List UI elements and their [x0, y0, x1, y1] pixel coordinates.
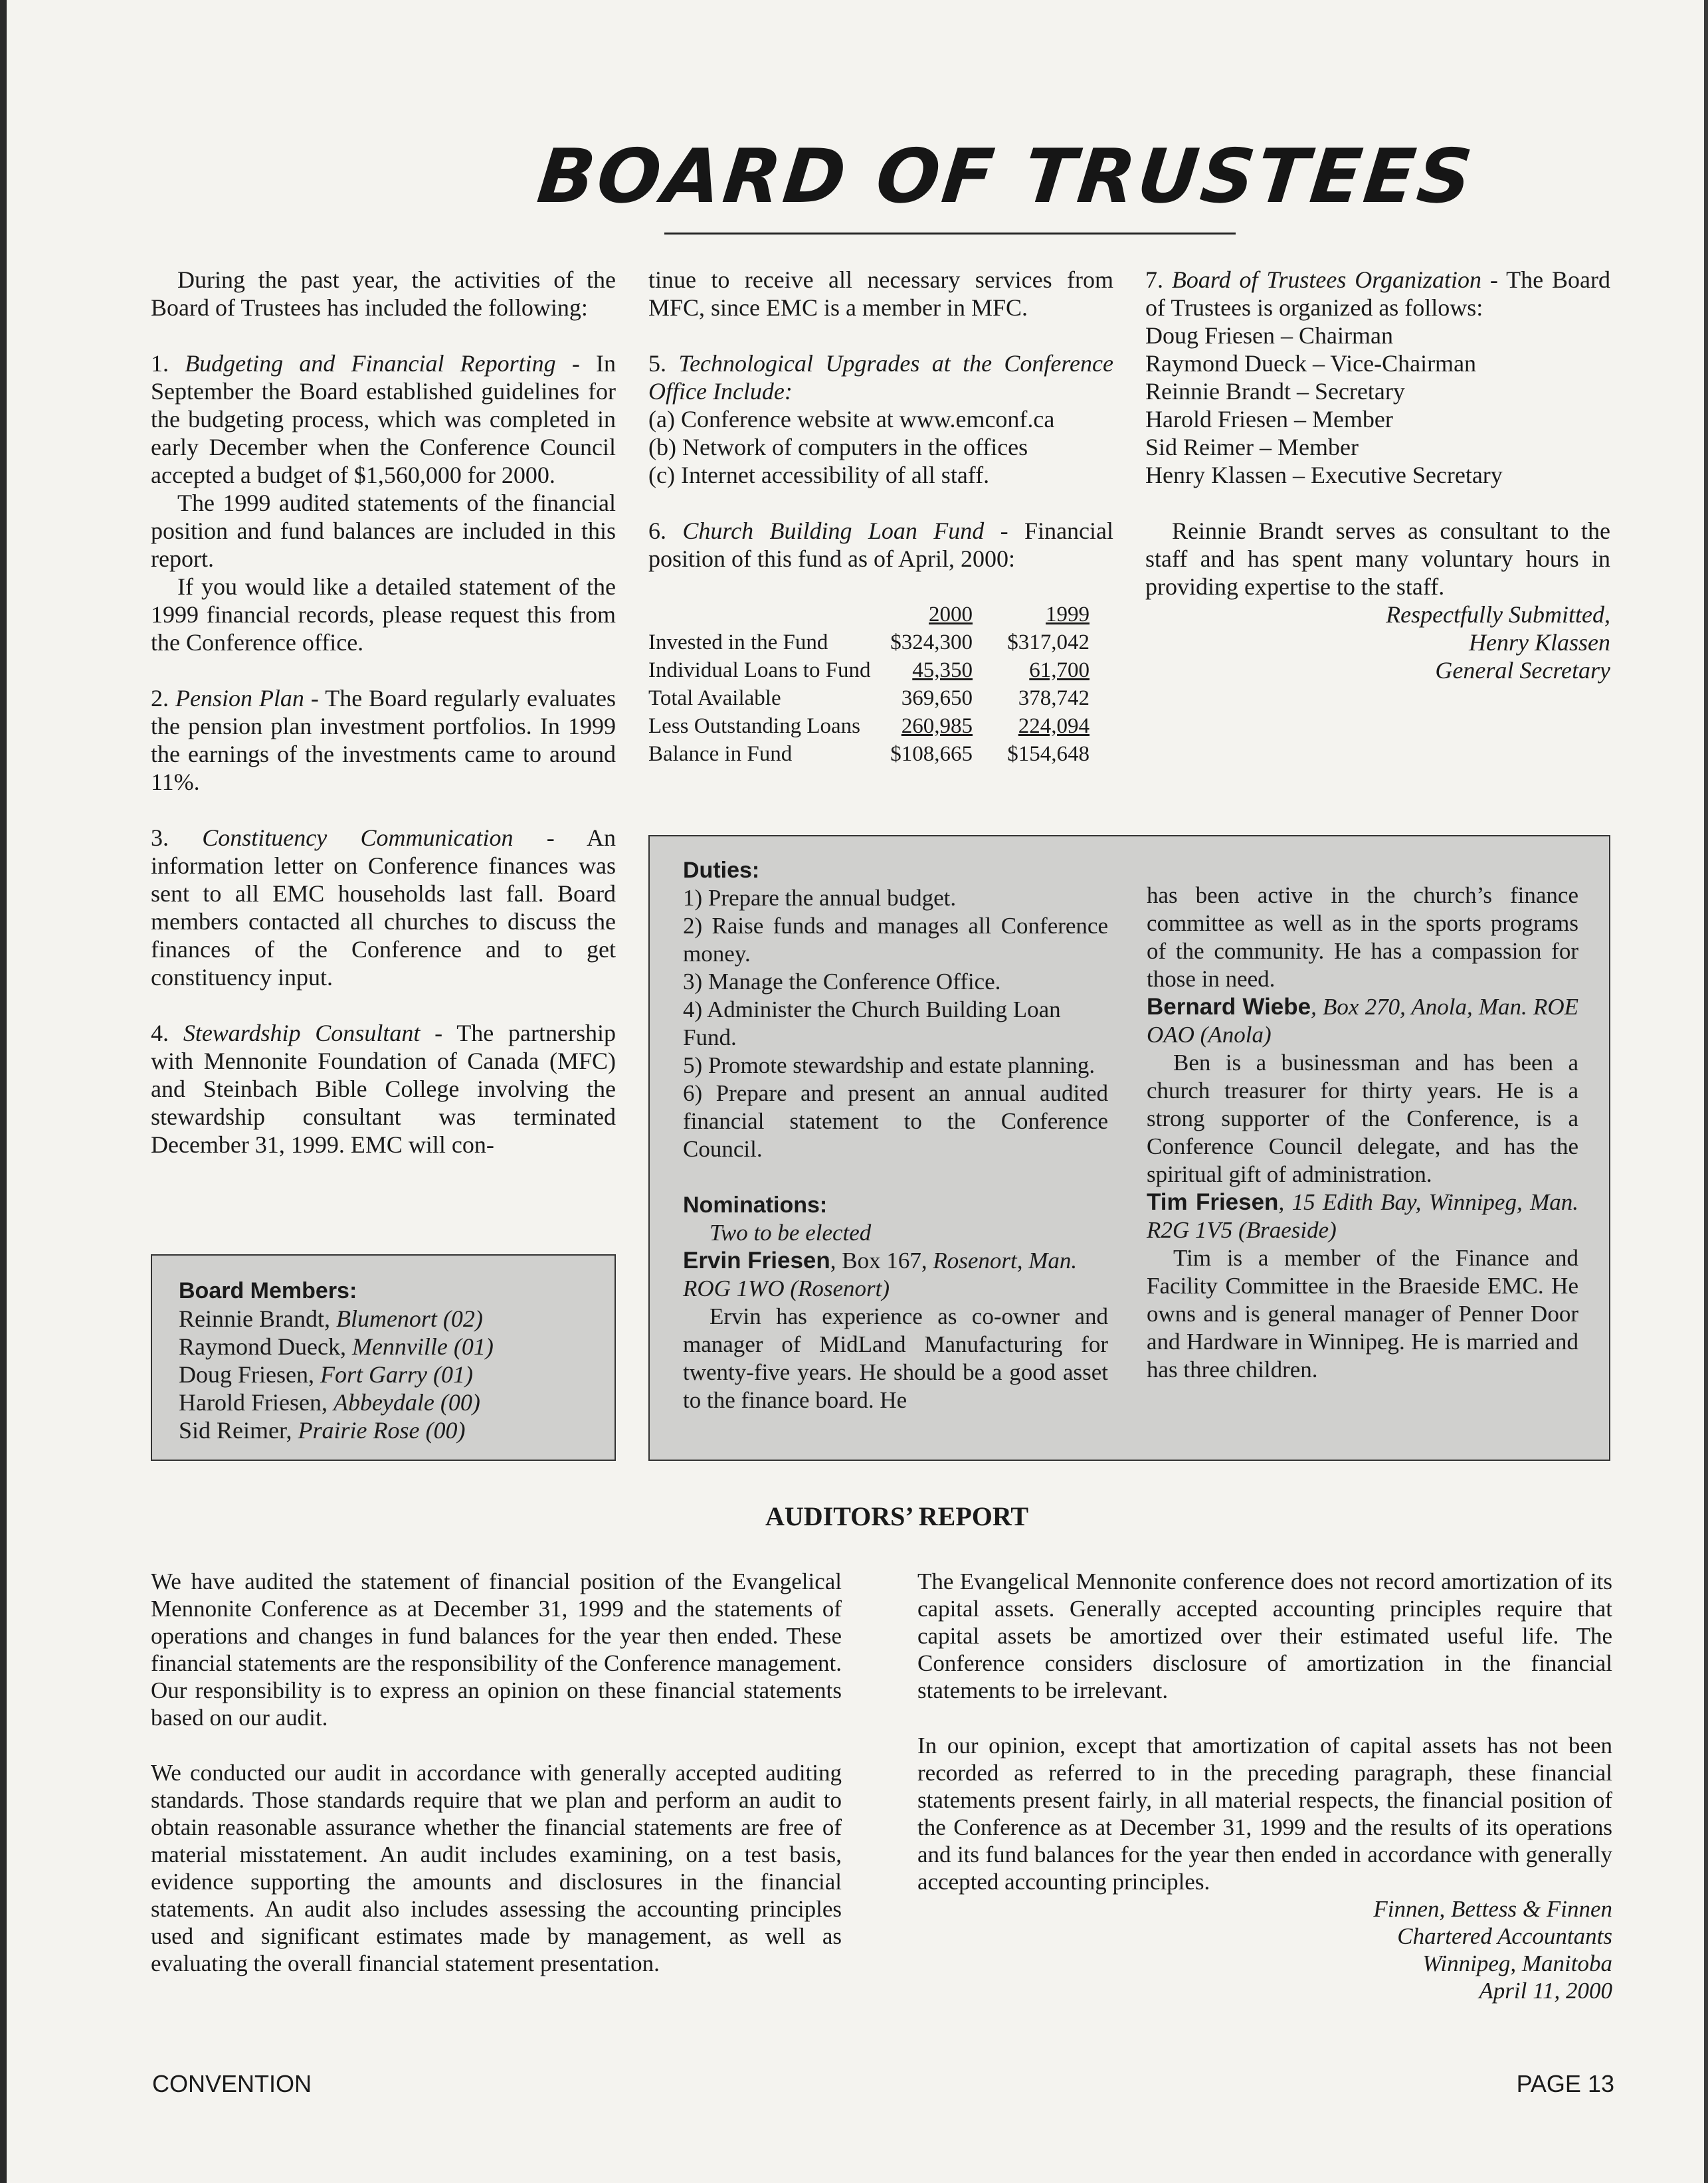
scan-edge-right: [1704, 0, 1708, 2183]
section-3-text: - An information letter on Conference finances was sent to all EMC households last fall. Board members contacted all churches to discuss the finances of the Conference and to get constituency input.: [151, 824, 616, 991]
cell-2000: $108,665: [890, 742, 973, 766]
table-row: [648, 712, 1090, 740]
org-item: Doug Friesen – Chairman: [1145, 322, 1393, 349]
nominee-name: Tim Friesen: [1147, 1189, 1279, 1215]
title-underline: [664, 233, 1236, 235]
table-header-row: [648, 601, 1090, 628]
section-3: [151, 824, 616, 991]
nominee-1-bio-continued: has been active in the church’s finance committee as well as in the sports programs of the community. He has a compassion for those in need.: [1147, 882, 1578, 992]
column-2: [648, 266, 1113, 573]
section-4-title: Stewardship Consultant: [183, 1020, 421, 1046]
nominations-subheading: Two to be elected: [710, 1220, 872, 1246]
org-item: Sid Reimer – Member: [1145, 434, 1359, 460]
section-4-text: - The partnership with Mennonite Foundation of Canada (MFC) and Steinbach Bible College involving the stewardship consultant was terminated December 31, 1999. EMC will con-: [151, 1020, 616, 1158]
cell-1999: $154,648: [1007, 742, 1090, 766]
row-label: Less Outstanding Loans: [648, 714, 860, 738]
nominee-address: Rosenort, Man. ROG 1WO (Rosenort): [683, 1248, 1078, 1301]
nominee-2-heading: [1147, 993, 1578, 1049]
duty-item: 6) Prepare and present an annual audited financial statement to the Conference Council.: [683, 1080, 1108, 1162]
cell-2000: 45,350: [912, 658, 973, 682]
section-1-text: - In September the Board established guidelines for the budgeting process, which was completed in early December when the Conference Council accepted a budget of $1,560,000 for 2000.: [151, 350, 616, 488]
nominee-1-bio: Ervin has experience as co-owner and manager of MidLand Manufacturing for twenty-five years. He should be a good asset to the finance board. He: [683, 1303, 1108, 1413]
section-6-number: 6.: [648, 518, 683, 544]
signature-line-1: Respectfully Submitted,: [1386, 601, 1610, 628]
member-item: [179, 1333, 615, 1361]
section-4-number: 4.: [151, 1020, 183, 1046]
member-name: Doug Friesen,: [179, 1361, 320, 1388]
cell-2000: 369,650: [901, 686, 973, 710]
section-1-number: 1.: [151, 350, 185, 377]
section-5-number: 5.: [648, 350, 679, 377]
section-5-title: Technological Upgrades at the Conference Office Include:: [648, 350, 1113, 405]
org-item: Raymond Dueck – Vice-Chairman: [1145, 350, 1477, 377]
member-item: [179, 1361, 615, 1388]
section-7-title: Board of Trustees Organization: [1171, 266, 1481, 293]
nominee-name: Bernard Wiebe: [1147, 994, 1311, 1020]
consultant-paragraph: Reinnie Brandt serves as consultant to the staff and has spent many voluntary hours in providing expertise to the staff.: [1145, 518, 1610, 600]
section-7: [1145, 266, 1610, 322]
section-6-text: - Financial position of this fund as of April, 2000:: [648, 518, 1114, 572]
cell-1999: $317,042: [1007, 630, 1090, 654]
auditors-paragraph-1: We have audited the statement of financial position of the Evangelical Mennonite Conference as at December 31, 1999 and the statements of operations and changes in fund balances for the year then ended. These financial statements are the responsibility of the Conference management. Our responsibility is to express an opinion on these financial statements based on our audit.: [151, 1568, 842, 1731]
auditors-column-1: [151, 1568, 842, 1977]
duties-left-column: [683, 856, 1108, 1414]
member-place: Fort Garry (01): [320, 1361, 473, 1388]
duty-item: 4) Administer the Church Building Loan Fund.: [683, 997, 1061, 1050]
row-label: Individual Loans to Fund: [648, 658, 871, 682]
section-1-para-2: The 1999 audited statements of the financial position and fund balances are included in this report.: [151, 490, 616, 572]
member-name: Raymond Dueck,: [179, 1333, 352, 1360]
auditors-paragraph-2: We conducted our audit in accordance with generally accepted auditing standards. Those standards require that we plan and perform an audit to obtain reasonable assurance whether the financial statements are free of material misstatement. An audit includes examining, on a test basis, evidence supporting the amounts and disclosures in the financial statements. An audit also includes assessing the accounting principles used and significant estimates made by management, as well as evaluating the overall financial statement presentation.: [151, 1760, 842, 1976]
loan-fund-table: [648, 601, 1090, 768]
section-4-continued: tinue to receive all necessary services from MFC, since EMC is a member in MFC.: [648, 266, 1113, 321]
auditors-report-heading: AUDITORS’ REPORT: [765, 1501, 1029, 1531]
member-place: Mennville (01): [351, 1333, 494, 1360]
nominee-name: Ervin Friesen: [683, 1248, 830, 1274]
org-item: Harold Friesen – Member: [1145, 406, 1393, 432]
nominations-heading: Nominations:: [683, 1192, 828, 1218]
column-3: [1145, 266, 1610, 684]
col-header-2000: 2000: [929, 603, 973, 626]
section-3-title: Constituency Communication: [202, 824, 514, 851]
auditors-paragraph-4: In our opinion, except that amortization of capital assets has not been recorded as referred to in the preceding paragraph, these financial statements present fairly, in all material respects, the financial position of the Conference as at December 31, 1999 and the results of its operations and its fund balances for the year then ended in accordance with generally accepted accounting principles.: [917, 1733, 1612, 1895]
section-1-para-3: If you would like a detailed statement of the 1999 financial records, please request this from the Conference office.: [151, 573, 616, 656]
table-row: [648, 684, 1090, 712]
auditor-location: Winnipeg, Manitoba: [1422, 1950, 1612, 1976]
section-6: [648, 517, 1113, 573]
duties-heading: Duties:: [683, 858, 760, 883]
section-7-number: 7.: [1145, 266, 1172, 293]
member-place: Prairie Rose (00): [298, 1417, 466, 1444]
board-members-heading: Board Members:: [179, 1278, 357, 1303]
signature-title: General Secretary: [1435, 657, 1610, 684]
intro-paragraph: During the past year, the activities of the Board of Trustees has included the following:: [151, 266, 616, 321]
nominee-box: , Box 167,: [830, 1248, 933, 1274]
section-6-title: Church Building Loan Fund: [682, 518, 985, 544]
auditor-firm: Finnen, Bettess & Finnen: [1373, 1896, 1612, 1922]
member-name: Reinnie Brandt,: [179, 1305, 336, 1332]
cell-1999: 61,700: [1029, 658, 1090, 682]
section-5-item-b: (b) Network of computers in the offices: [648, 434, 1028, 460]
cell-1999: 378,742: [1018, 686, 1090, 710]
table-row: [648, 740, 1090, 768]
section-2-text: - The Board regularly evaluates the pension plan investment portfolios. In 1999 the earnings of the investments came to around 11%.: [151, 685, 616, 795]
member-name: Harold Friesen,: [179, 1389, 333, 1416]
duty-item: 5) Promote stewardship and estate planning.: [683, 1052, 1095, 1078]
section-7-text: - The Board of Trustees is organized as follows:: [1145, 266, 1610, 321]
org-item: Henry Klassen – Executive Secretary: [1145, 462, 1503, 488]
scan-edge-left: [0, 0, 7, 2183]
section-5: [648, 349, 1113, 405]
row-label: Invested in the Fund: [648, 630, 828, 654]
duties-nominations-box: [648, 835, 1610, 1461]
auditors-column-2: [917, 1568, 1612, 2004]
nominee-address: , Box 270, Anola, Man. ROE OAO (Anola): [1147, 994, 1578, 1048]
member-item: [179, 1388, 615, 1416]
auditors-paragraph-3: The Evangelical Mennonite conference does not record amortization of its capital assets. Generally accepted accounting principles require that capital assets be amortized over their estimated useful life. The Conference considers disclosure of amortization in the financial statements to be irrelevant.: [917, 1568, 1612, 1703]
duty-item: 1) Prepare the annual budget.: [683, 885, 957, 911]
section-5-item-c: (c) Internet accessibility of all staff.: [648, 462, 990, 488]
duties-right-column: [1147, 882, 1578, 1384]
page-title: BOARD OF TRUSTEES: [533, 134, 1479, 220]
section-4: [151, 1019, 616, 1159]
footer-page-number: PAGE 13: [1516, 2070, 1614, 2097]
member-item: [179, 1305, 615, 1333]
auditor-date: April 11, 2000: [1479, 1978, 1612, 2004]
member-place: Blumenort (02): [335, 1305, 483, 1332]
board-members-box: [151, 1254, 616, 1461]
section-3-number: 3.: [151, 824, 203, 851]
nominee-3-heading: [1147, 1188, 1578, 1244]
member-place: Abbeydale (00): [333, 1389, 480, 1416]
member-item: [179, 1416, 615, 1444]
table-row: [648, 656, 1090, 684]
duty-item: 2) Raise funds and manages all Conference money.: [683, 913, 1108, 967]
cell-2000: $324,300: [890, 630, 973, 654]
section-2-number: 2.: [151, 685, 175, 712]
nominee-1-heading: [683, 1247, 1108, 1303]
auditor-title: Chartered Accountants: [1397, 1923, 1612, 1949]
section-1-title: Budgeting and Financial Reporting: [185, 350, 556, 377]
nominee-3-bio: Tim is a member of the Finance and Facility Committee in the Braeside EMC. He owns and is general manager of Penner Door and Hardware in Winnipeg. He is married and has three children.: [1147, 1245, 1578, 1382]
member-name: Sid Reimer,: [179, 1417, 298, 1444]
nominee-address: , 15 Edith Bay, Winnipeg, Man. R2G 1V5 (Braeside): [1147, 1189, 1578, 1243]
cell-1999: 224,094: [1018, 714, 1090, 738]
section-1: [151, 349, 616, 489]
section-2: [151, 684, 616, 796]
signature-name: Henry Klassen: [1469, 629, 1610, 656]
column-1: [151, 266, 616, 1159]
nominee-2-bio: Ben is a businessman and has been a church treasurer for thirty years. He is a strong supporter of the Conference, is a Conference Council delegate, and has the spiritual gift of administration.: [1147, 1050, 1578, 1187]
cell-2000: 260,985: [901, 714, 973, 738]
org-item: Reinnie Brandt – Secretary: [1145, 378, 1405, 405]
row-label: Total Available: [648, 686, 781, 710]
footer-publication: CONVENTION: [152, 2070, 312, 2097]
row-label: Balance in Fund: [648, 742, 793, 766]
duty-item: 3) Manage the Conference Office.: [683, 969, 1001, 995]
table-row: [648, 628, 1090, 656]
section-2-title: Pension Plan: [175, 685, 304, 712]
col-header-1999: 1999: [1046, 603, 1090, 626]
section-5-item-a: (a) Conference website at www.emconf.ca: [648, 406, 1055, 432]
